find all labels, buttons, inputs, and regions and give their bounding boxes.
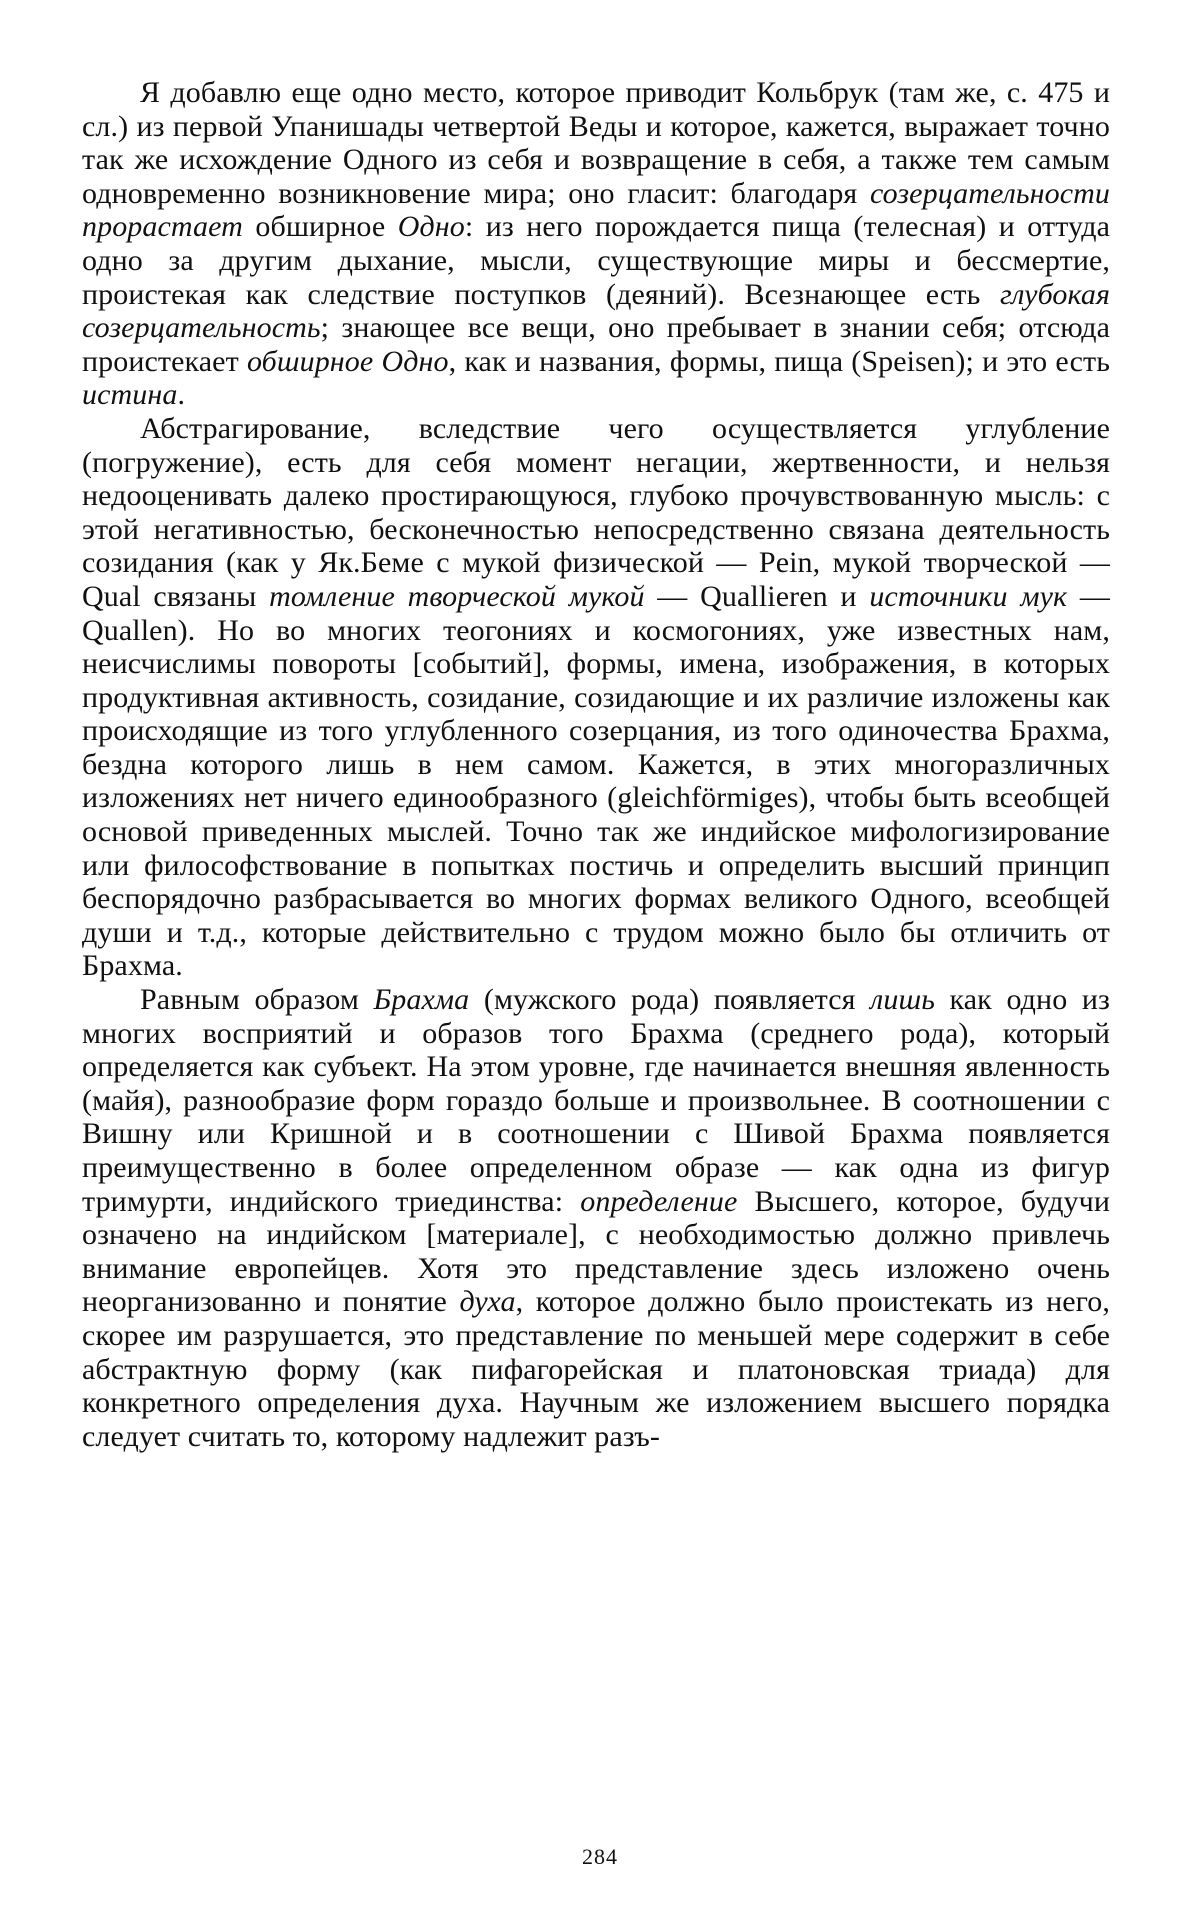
text-run: Равным образом bbox=[140, 983, 374, 1017]
text-run: обширное bbox=[242, 210, 398, 244]
text-run: Абстрагирование, вследствие чего осуществляется углубление (погружение), есть для себя момент негации, жертвенности, и нельзя недооценивать далеко простирающуюся, глубоко прочувствованную мысль: с этой негативностью, бесконечностью непосредственно связана деятельность созидания (как у Як.Беме с мукой физической — Pein, мукой творческой — Qual связаны bbox=[82, 411, 1110, 613]
italic-text: Одно bbox=[397, 210, 465, 244]
text-run: — Quallieren и bbox=[644, 579, 870, 613]
page-number: 284 bbox=[582, 1844, 618, 1869]
text-run: — Quallen). Но во многих теогониях и космогониях, уже известных нам, неисчислимы повороты [событий], формы, имена, изображения, в которых продуктивная активность, созидание, созидающие и их различие изложены как происходящие из того углубленного созерцания, из того одиночества Брахма, бездна которого лишь в нем самом. Кажется, в этих многоразличных изложениях нет ничего единообразного (gleichförmiges), чтобы быть всеобщей основой приведенных мыслей. Точно так же индийское мифологизирование или философствование в попытках постичь и определить высший принцип беспорядочно разбрасывается во многих формах великого Одного, всеобщей души и т.д., которые действительно с трудом можно было бы отличить от Брахма. bbox=[82, 579, 1110, 983]
italic-text: источники мук bbox=[869, 579, 1068, 613]
text-run: Высшего, которое, будучи означено на индийском [материале], с необходимостью должно привлечь внимание европейцев. Хотя это представление здесь изложено очень неорганизованно и понятие bbox=[82, 1184, 1110, 1319]
italic-text: томление творческой мукой bbox=[269, 579, 645, 613]
text-run: как одно из многих восприятий и образов того Брахма (среднего рода), который определяется как субъект. На этом уровне, где начинается внешняя явленность (майя), разнообразие форм гораздо больше и произвольнее. В соотношении с Вишну или Кришной и в соотношении с Шивой Брахма появляется преимущественно в более определенном образе — как одна из фигур тримурти, индийского триединства: bbox=[82, 983, 1110, 1218]
italic-text: глубокая созерцательность bbox=[82, 277, 1110, 345]
italic-text: лишь bbox=[870, 983, 935, 1017]
text-run: ; знающее все вещи, оно пребывает в знании себя; отсюда проистекает bbox=[82, 311, 1110, 378]
text-run: : из него порождается пища (телесная) и оттуда одно за другим дыхание, мысли, существующие миры и бессмертие, проистекая как следствие поступков (деяний). Всезнающее есть bbox=[82, 210, 1110, 311]
italic-text: определение bbox=[580, 1184, 738, 1218]
italic-text: духа bbox=[459, 1285, 516, 1319]
text-run: , которое должно было проистекать из него, скорее им разрушается, это представление по меньшей мере содержит в себе абстрактную форму (как пифагорейская и платоновская триада) для конкретного определения духа. Научным же изложением высшего порядка следует считать то, которому надлежит разъ- bbox=[82, 1285, 1110, 1453]
text-run: , как и названия, формы, пища (Speisen); и это есть bbox=[448, 344, 1110, 378]
text-run: (мужского рода) появляется bbox=[469, 983, 871, 1017]
paragraph-1 bbox=[82, 76, 1110, 412]
paragraph-2 bbox=[82, 412, 1110, 983]
text-run: Я добавлю еще одно место, которое приводит Кольбрук (там же, с. 475 и сл.) из первой Упанишады четвертой Веды и которое, кажется, выражает точно так же исхождение Одного из себя и возвращение в себя, а также тем самым одновременно возникновение мира; оно гласит: благодаря bbox=[82, 76, 1110, 210]
italic-text: созерцательности прорастает bbox=[82, 176, 1110, 244]
italic-text: истина bbox=[82, 378, 178, 412]
italic-text: обширное Одно bbox=[246, 344, 449, 378]
text-run: . bbox=[177, 378, 186, 412]
page-body bbox=[82, 76, 1110, 1453]
paragraph-3 bbox=[82, 983, 1110, 1453]
italic-text: Брахма bbox=[373, 983, 470, 1017]
